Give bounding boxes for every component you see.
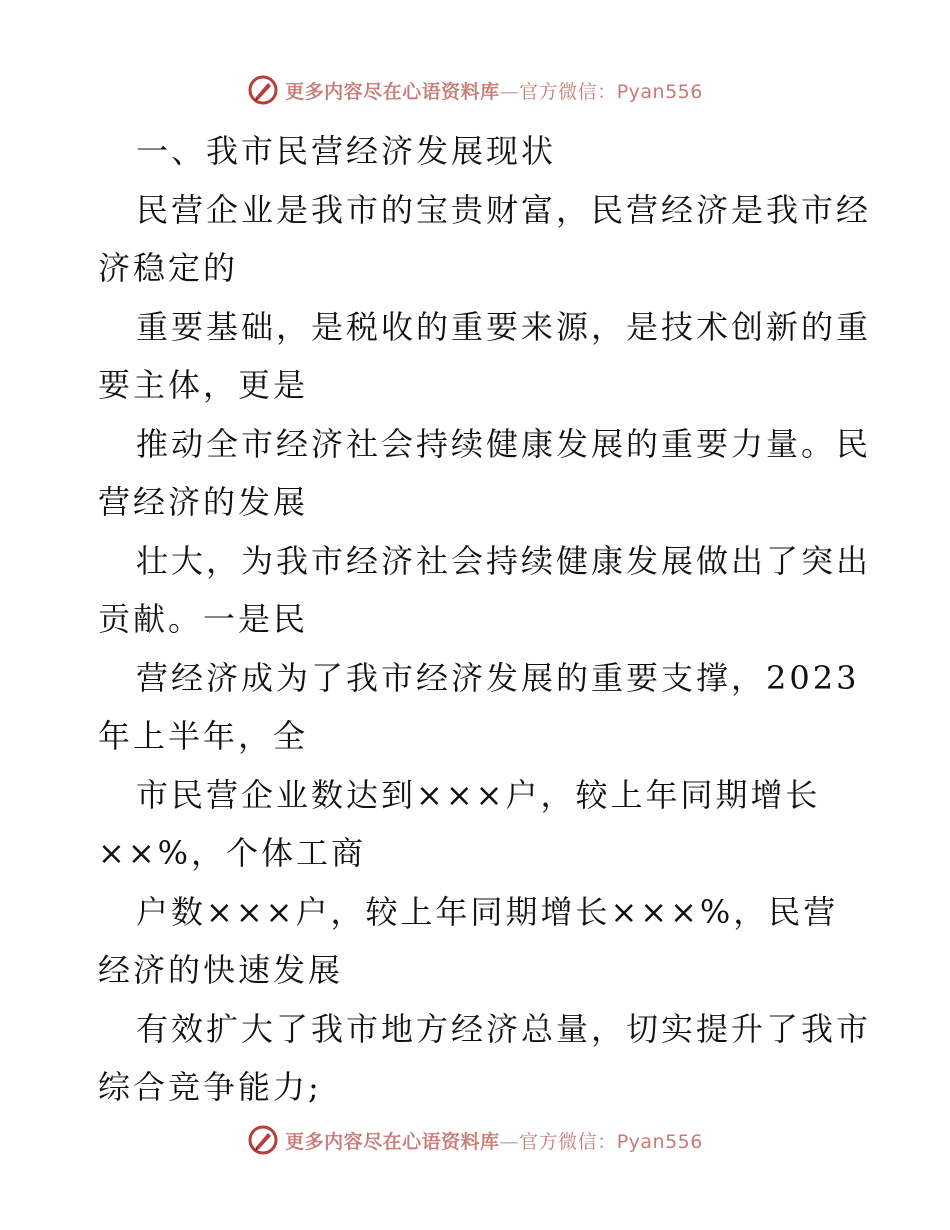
text-line: 贡献。一是民 <box>98 600 309 638</box>
text-line: 营经济的发展 <box>98 483 309 521</box>
text-line: 综合竞争能力; <box>98 1068 322 1106</box>
text-line: 营经济成为了我市经济发展的重要支撑，2023 <box>136 658 860 697</box>
text-line: 一、我市民营经济发展现状 <box>136 132 557 170</box>
text-line: 壮大，为我市经济社会持续健康发展做出了突出 <box>136 541 872 580</box>
text-line: 经济的快速发展 <box>98 951 344 989</box>
watermark-footer <box>0 1120 950 1160</box>
document-body <box>98 122 872 1117</box>
pen-logo-icon <box>247 1124 279 1156</box>
text-line: 民营企业是我市的宝贵财富，民营经济是我市经 <box>136 190 872 229</box>
text-line: 推动全市经济社会持续健康发展的重要力量。民 <box>136 424 872 463</box>
text-line: 户数×××户，较上年同期增长×××%，民营 <box>136 892 839 931</box>
watermark-text: 更多内容尽在心语资料库—官方微信：Pyan556 <box>285 80 703 103</box>
text-line: 要主体，更是 <box>98 366 309 404</box>
watermark-header <box>0 70 950 110</box>
text-line: 重要基础，是税收的重要来源，是技术创新的重 <box>136 307 872 346</box>
text-line: ××%，个体工商 <box>98 834 367 872</box>
text-line: 年上半年，全 <box>98 717 309 755</box>
watermark-text: 更多内容尽在心语资料库—官方微信：Pyan556 <box>285 1130 703 1153</box>
pen-logo-icon <box>247 74 279 106</box>
text-line: 有效扩大了我市地方经济总量，切实提升了我市 <box>136 1009 872 1048</box>
text-line: 济稳定的 <box>98 249 239 287</box>
text-line: 市民营企业数达到×××户，较上年同期增长 <box>136 775 821 814</box>
